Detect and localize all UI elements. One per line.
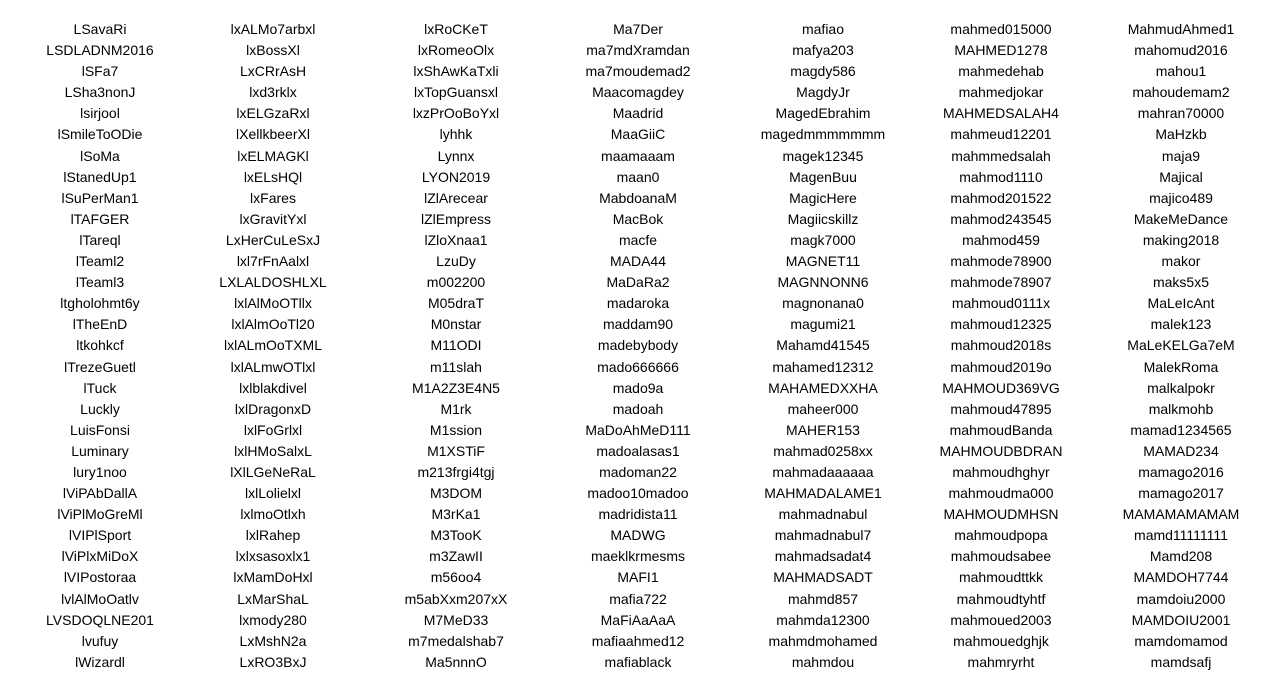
- username-cell: mahmd857: [787, 590, 859, 607]
- username-cell: maeklkrmesms: [590, 548, 686, 565]
- username-cell: mahmdmohamed: [768, 632, 878, 649]
- username-cell: lxmody280: [239, 611, 307, 628]
- username-cell: ma7mdXramdan: [586, 42, 690, 59]
- username-cell: MAHMOUDMHSN: [943, 506, 1059, 523]
- username-cell: M11ODI: [430, 337, 482, 354]
- username-cell: magumi21: [790, 316, 856, 333]
- username-cell: lvufuy: [81, 632, 119, 649]
- username-cell: lViPlMoGreMl: [57, 506, 143, 523]
- username-cell: MAGNET11: [785, 253, 861, 270]
- username-cell: lxlAlmOoTl20: [231, 316, 315, 333]
- username-cell: lxGravitYxl: [239, 210, 307, 227]
- username-cell: LSha3nonJ: [64, 84, 136, 101]
- username-cell: lxALMo7arbxl: [230, 21, 316, 37]
- username-cell: mahmeud12201: [950, 126, 1052, 143]
- username-cell: madridista11: [598, 506, 678, 523]
- username-cell: MAMDOH7744: [1133, 569, 1229, 586]
- username-cell: lSFa7: [81, 63, 119, 80]
- username-cell: lTheEnD: [72, 316, 128, 333]
- username-cell: M7MeD33: [423, 611, 489, 628]
- username-cell: Mamd208: [1149, 548, 1213, 565]
- username-cell: MagdyJr: [796, 84, 850, 101]
- username-cell: lyhhk: [439, 126, 473, 143]
- username-cell: majico489: [1149, 189, 1213, 206]
- username-cell: mahmedehab: [958, 63, 1044, 80]
- username-cell: makor: [1161, 253, 1201, 270]
- username-cell: lxlDragonxD: [234, 400, 312, 417]
- username-cell: lSmileToODie: [57, 126, 143, 143]
- username-cell: lxlLolielxl: [244, 485, 302, 502]
- username-cell: m5abXxm207xX: [404, 590, 508, 607]
- username-cell: Maadrid: [612, 105, 664, 122]
- username-cell: mahmod1110: [959, 168, 1043, 185]
- username-cell: MalekRoma: [1143, 358, 1219, 375]
- username-cell: lStanedUp1: [63, 168, 137, 185]
- username-cell: LuisFonsi: [70, 421, 130, 438]
- username-cell: mahomud2016: [1134, 42, 1228, 59]
- username-cell: LxHerCuLeSxJ: [225, 231, 321, 248]
- username-cell: MAMAMAMAMAM: [1122, 506, 1240, 523]
- username-cell: lViPAbDallA: [62, 485, 138, 502]
- username-cell: lxBossXl: [246, 42, 300, 59]
- username-column: [183, 19, 363, 673]
- username-cell: mado9a: [612, 379, 664, 396]
- username-cell: LSDLADNM2016: [46, 42, 154, 59]
- username-cell: MaDoAhMeD111: [585, 421, 691, 438]
- username-cell: lxlFoGrlxl: [243, 421, 303, 438]
- username-cell: mahmryrht: [967, 653, 1035, 670]
- username-cell: mamdoiu2000: [1136, 590, 1226, 607]
- username-cell: MAHMADSADT: [773, 569, 873, 586]
- username-cell: M0nstar: [430, 316, 482, 333]
- username-cell: lxlblakdivel: [239, 379, 307, 396]
- username-cell: Luminary: [71, 442, 129, 459]
- username-cell: lxShAwKaTxli: [413, 63, 499, 80]
- username-cell: mafiao: [801, 21, 845, 37]
- username-cell: MAMDOIU2001: [1131, 611, 1231, 628]
- username-cell: mahmoudBanda: [949, 421, 1053, 438]
- username-cell: MagenBuu: [789, 168, 857, 185]
- username-cell: m213frgi4tgj: [417, 463, 495, 480]
- username-cell: MAHMEDSALAH4: [943, 105, 1059, 122]
- username-cell: mahmadsadat4: [774, 548, 872, 565]
- username-cell: mahmoued2003: [950, 611, 1052, 628]
- username-cell: MakeMeDance: [1133, 210, 1229, 227]
- username-cell: lsirjool: [80, 105, 120, 122]
- username-cell: LSavaRi: [73, 21, 127, 37]
- username-cell: lxlALmwOTlxl: [230, 358, 316, 375]
- username-cell: mahoudemam2: [1132, 84, 1230, 101]
- username-cell: madoah: [612, 400, 664, 417]
- username-cell: lxRomeoOlx: [417, 42, 495, 59]
- username-cell: lxlHMoSalxL: [234, 442, 312, 459]
- username-cell: mahmadnabul7: [774, 527, 872, 544]
- username-cell: M1A2Z3E4N5: [412, 379, 500, 396]
- username-column: [911, 19, 1091, 673]
- username-cell: lSuPerMan1: [61, 189, 139, 206]
- username-cell: mahmoudpopa: [954, 527, 1048, 544]
- username-cell: lXlLGeNeRaL: [230, 463, 316, 480]
- username-cell: Maacomagdey: [592, 84, 684, 101]
- username-cell: lxTopGuansxl: [413, 84, 499, 101]
- username-cell: MAHMED1278: [954, 42, 1048, 59]
- username-cell: lZloXnaa1: [424, 231, 488, 248]
- username-cell: lTeaml2: [75, 253, 125, 270]
- username-cell: M3rKa1: [431, 506, 481, 523]
- username-cell: mahamed12312: [772, 358, 874, 375]
- username-cell: madoman22: [599, 463, 677, 480]
- username-cell: mahmoud47895: [950, 400, 1052, 417]
- username-cell: MaHzkb: [1155, 126, 1207, 143]
- username-cell: mado666666: [597, 358, 679, 375]
- username-cell: Ma7Der: [613, 21, 663, 37]
- username-cell: Magiicskillz: [787, 210, 859, 227]
- username-cell: lxzPrOoBoYxl: [412, 105, 500, 122]
- username-cell: lXellkbeerXl: [236, 126, 310, 143]
- username-column: [733, 19, 913, 673]
- username-cell: mamago2017: [1138, 485, 1224, 502]
- username-cell: MaaGiiC: [610, 126, 666, 143]
- username-cell: lxl7rFnAalxl: [236, 253, 310, 270]
- username-cell: LzuDy: [436, 253, 476, 270]
- username-cell: mahmod243545: [950, 210, 1052, 227]
- username-cell: lxMamDoHxl: [233, 569, 313, 586]
- username-cell: ltkohkcf: [76, 337, 124, 354]
- username-cell: Mahamd41545: [776, 337, 870, 354]
- username-cell: mahmoudma000: [948, 485, 1054, 502]
- username-cell: magdy586: [790, 63, 856, 80]
- username-cell: lZlArecear: [424, 189, 488, 206]
- username-cell: magedmmmmmmm: [760, 126, 886, 143]
- username-cell: lTrezeGuetl: [64, 358, 136, 375]
- username-cell: MagedEbrahim: [775, 105, 871, 122]
- username-cell: mahmoudsabee: [950, 548, 1052, 565]
- username-cell: lxELGzaRxl: [236, 105, 310, 122]
- username-column: [1091, 19, 1271, 673]
- username-cell: mahmadaaaaaa: [772, 463, 874, 480]
- username-cell: LxMarShaL: [237, 590, 309, 607]
- username-cell: mahmoud2018s: [950, 337, 1052, 354]
- username-cell: maks5x5: [1152, 274, 1210, 291]
- username-cell: ma7moudemad2: [585, 63, 691, 80]
- username-cell: m7medalshab7: [408, 632, 504, 649]
- username-cell: magk7000: [790, 231, 856, 248]
- username-cell: LXLALDOSHLXL: [219, 274, 327, 291]
- username-cell: MaDaRa2: [606, 274, 670, 291]
- username-cell: MacBok: [612, 210, 664, 227]
- username-cell: LVSDOQLNE201: [46, 611, 154, 628]
- username-cell: m11slah: [430, 358, 482, 375]
- username-cell: lTuck: [83, 379, 117, 396]
- username-cell: mamd11111111: [1134, 527, 1228, 544]
- username-cell: LYON2019: [421, 168, 491, 185]
- username-cell: lxlALmOoTXML: [223, 337, 323, 354]
- username-cell: mafiablack: [604, 653, 672, 670]
- username-cell: mahmoudhghyr: [952, 463, 1050, 480]
- username-column: [10, 19, 190, 673]
- username-cell: lxd3rklx: [249, 84, 297, 101]
- username-cell: M1ssion: [429, 421, 483, 438]
- username-cell: malkmohb: [1148, 400, 1214, 417]
- username-cell: MAGNNONN6: [777, 274, 869, 291]
- username-cell: lxlRahep: [245, 527, 301, 544]
- username-cell: lxELsHQl: [243, 168, 303, 185]
- username-cell: mahmedjokar: [958, 84, 1044, 101]
- username-cell: m56oo4: [430, 569, 482, 586]
- username-cell: Lynnx: [437, 147, 475, 164]
- username-cell: lViPlxMiDoX: [61, 548, 139, 565]
- username-cell: mahmoud12325: [950, 316, 1052, 333]
- username-cell: lZlEmpress: [420, 210, 491, 227]
- username-cell: M3TooK: [430, 527, 482, 544]
- username-cell: ltgholohmt6y: [60, 295, 140, 312]
- username-cell: mahmouedghjk: [953, 632, 1049, 649]
- username-list: [0, 19, 1280, 689]
- username-cell: MahmudAhmed1: [1127, 21, 1235, 37]
- username-cell: mahmadnabul: [778, 506, 868, 523]
- username-cell: Ma5nnnO: [425, 653, 487, 670]
- username-cell: maja9: [1161, 147, 1201, 164]
- username-cell: MagicHere: [789, 189, 857, 206]
- username-cell: LxCRrAsH: [239, 63, 307, 80]
- username-cell: LxRO3BxJ: [239, 653, 307, 670]
- username-cell: MaFiAaAaA: [600, 611, 676, 628]
- username-cell: MAFI1: [617, 569, 659, 586]
- username-cell: lTareql: [79, 231, 121, 248]
- username-cell: M1rk: [440, 400, 472, 417]
- username-cell: mahmoudttkk: [958, 569, 1044, 586]
- username-cell: magnonana0: [782, 295, 864, 312]
- username-cell: Majical: [1159, 168, 1203, 185]
- username-cell: MAHMADALAME1: [764, 485, 882, 502]
- username-cell: lxlxsasoxlx1: [235, 548, 311, 565]
- username-cell: M05draT: [427, 295, 485, 312]
- username-cell: lTeaml3: [75, 274, 125, 291]
- username-cell: mahmode78907: [950, 274, 1052, 291]
- username-cell: maheer000: [787, 400, 859, 417]
- username-cell: maan0: [616, 168, 660, 185]
- username-cell: lWizardl: [75, 653, 125, 670]
- username-cell: mahmoud2019o: [950, 358, 1052, 375]
- username-cell: mahmda12300: [776, 611, 870, 628]
- username-cell: macfe: [618, 231, 658, 248]
- username-cell: mamago2016: [1138, 463, 1224, 480]
- username-cell: lVIPlSport: [68, 527, 132, 544]
- username-cell: lxFares: [250, 189, 296, 206]
- username-cell: lVIPostoraa: [63, 569, 137, 586]
- username-cell: mahmoud0111x: [951, 295, 1051, 312]
- username-cell: MabdoanaM: [599, 189, 677, 206]
- username-cell: lSoMa: [80, 147, 120, 164]
- username-cell: mahmed015000: [950, 21, 1052, 37]
- username-cell: m3ZawII: [429, 548, 483, 565]
- username-cell: M3DOM: [429, 485, 483, 502]
- username-cell: mamad1234565: [1130, 421, 1232, 438]
- username-cell: lxRoCKeT: [424, 21, 488, 37]
- username-cell: MADWG: [610, 527, 666, 544]
- username-cell: mahmmedsalah: [951, 147, 1051, 164]
- username-cell: madoo10madoo: [587, 485, 689, 502]
- username-cell: madaroka: [606, 295, 670, 312]
- username-cell: MaLeKELGa7eM: [1127, 337, 1235, 354]
- username-cell: mahou1: [1155, 63, 1207, 80]
- username-cell: mahmod459: [962, 231, 1040, 248]
- username-cell: MAHMOUDBDRAN: [939, 442, 1063, 459]
- username-cell: malkalpokr: [1147, 379, 1215, 396]
- username-cell: mafia722: [609, 590, 667, 607]
- username-cell: mahmoudtyhtf: [956, 590, 1046, 607]
- username-cell: mahran70000: [1137, 105, 1225, 122]
- username-cell: making2018: [1142, 231, 1220, 248]
- username-cell: lTAFGER: [70, 210, 130, 227]
- username-cell: lxlmoOtlxh: [240, 506, 306, 523]
- username-column: [366, 19, 546, 673]
- username-cell: maddam90: [602, 316, 674, 333]
- username-cell: LxMshN2a: [239, 632, 307, 649]
- username-cell: mahmdou: [791, 653, 855, 670]
- username-cell: Luckly: [80, 400, 120, 417]
- username-cell: malek123: [1150, 316, 1212, 333]
- username-cell: madoalasas1: [596, 442, 680, 459]
- username-cell: mafya203: [792, 42, 854, 59]
- username-cell: mafiaahmed12: [591, 632, 685, 649]
- username-cell: m002200: [426, 274, 486, 291]
- username-cell: maamaaam: [601, 147, 675, 164]
- username-cell: mamdomamod: [1134, 632, 1228, 649]
- username-cell: lxELMAGKl: [237, 147, 309, 164]
- username-cell: MADA44: [609, 253, 667, 270]
- username-cell: mahmod201522: [950, 189, 1052, 206]
- username-cell: mahmode78900: [950, 253, 1052, 270]
- username-cell: madebybody: [597, 337, 679, 354]
- username-cell: MAHMOUD369VG: [942, 379, 1060, 396]
- username-cell: MAHER153: [786, 421, 860, 438]
- username-cell: mamdsafj: [1150, 653, 1212, 670]
- username-cell: lury1noo: [73, 463, 127, 480]
- username-cell: lvlAlMoOatlv: [61, 590, 139, 607]
- username-cell: lxlAlMoOTllx: [234, 295, 312, 312]
- username-column: [548, 19, 728, 673]
- username-cell: mahmad0258xx: [773, 442, 873, 459]
- username-cell: MAMAD234: [1143, 442, 1219, 459]
- username-cell: magek12345: [782, 147, 864, 164]
- username-cell: MAHAMEDXXHA: [768, 379, 878, 396]
- username-cell: MaLeIcAnt: [1147, 295, 1215, 312]
- username-cell: M1XSTiF: [427, 442, 485, 459]
